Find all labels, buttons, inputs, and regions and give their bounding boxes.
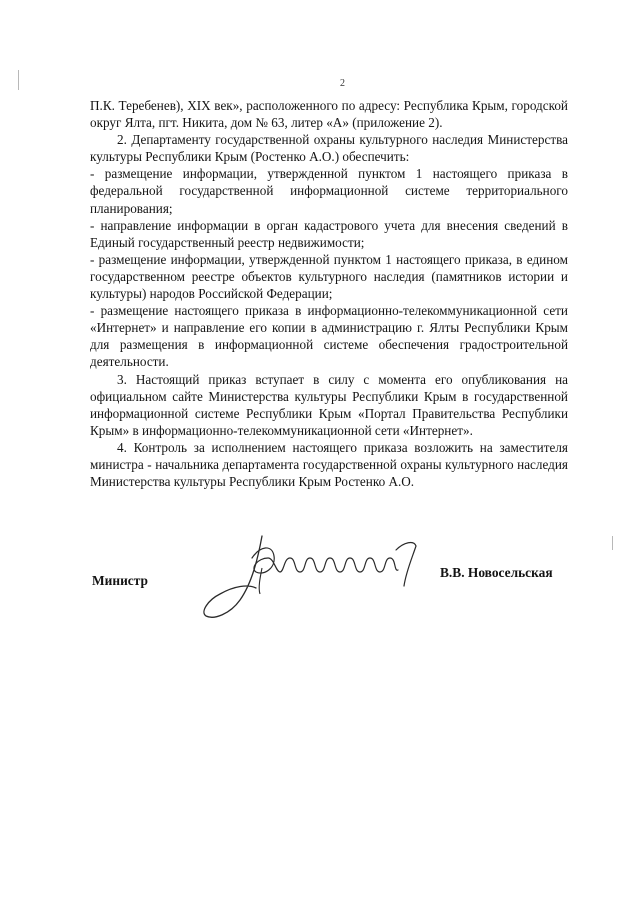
list-item-heritage-registry: - размещение информации, утвержденной пунктом 1 настоящего приказа, в едином государственном реестре объектов культурного наследия (памятников истории и культуры) народов Российской Федерации; (90, 251, 568, 302)
scan-artifact-right (612, 536, 613, 550)
signer-name: В.В. Новосельская (440, 565, 553, 580)
list-item-internet-publication: - размещение настоящего приказа в информационно-телекоммуникационной сети «Интернет» и направление его копии в администрацию г. Ялты Республики Крым для размещения в информационной системе обеспечения градостроительной деятельности. (90, 303, 568, 370)
scan-artifact-left (18, 70, 19, 90)
paragraph-item-4: 4. Контроль за исполнением настоящего приказа возложить на заместителя министра - начальника департамента государственной охраны культурного наследия Министерства культуры Республики Крым Ростенко А.О. (90, 439, 568, 490)
page-number: 2 (340, 78, 345, 89)
handwritten-signature (200, 528, 430, 628)
list-item-cadastral-registry: - направление информации в орган кадастрового учета для внесения сведений в Единый государственный реестр недвижимости; (90, 217, 568, 250)
paragraph-item-3: 3. Настоящий приказ вступает в силу с момента его опубликования на официальном сайте Министерства культуры Республики Крым в государственной информационной системе Республики Крым «Портал Правительства Республики Крым» в информационно-телекоммуникационной сети «Интернет». (90, 371, 568, 438)
paragraph-item-2: 2. Департаменту государственной охраны культурного наследия Министерства культуры Республики Крым (Ростенко А.О.) обеспечить: (90, 132, 568, 165)
signer-role: Министр (92, 573, 148, 588)
list-item-territorial-planning: - размещение информации, утвержденной пунктом 1 настоящего приказа в федеральной государственной информационной системе территориального планирования; (90, 166, 568, 216)
document-body (90, 97, 568, 490)
paragraph-address-continuation: П.К. Теребенев), XIX век», расположенного по адресу: Республика Крым, городской округ Ялта, пгт. Никита, дом № 63, литер «А» (приложение 2). (90, 98, 568, 131)
